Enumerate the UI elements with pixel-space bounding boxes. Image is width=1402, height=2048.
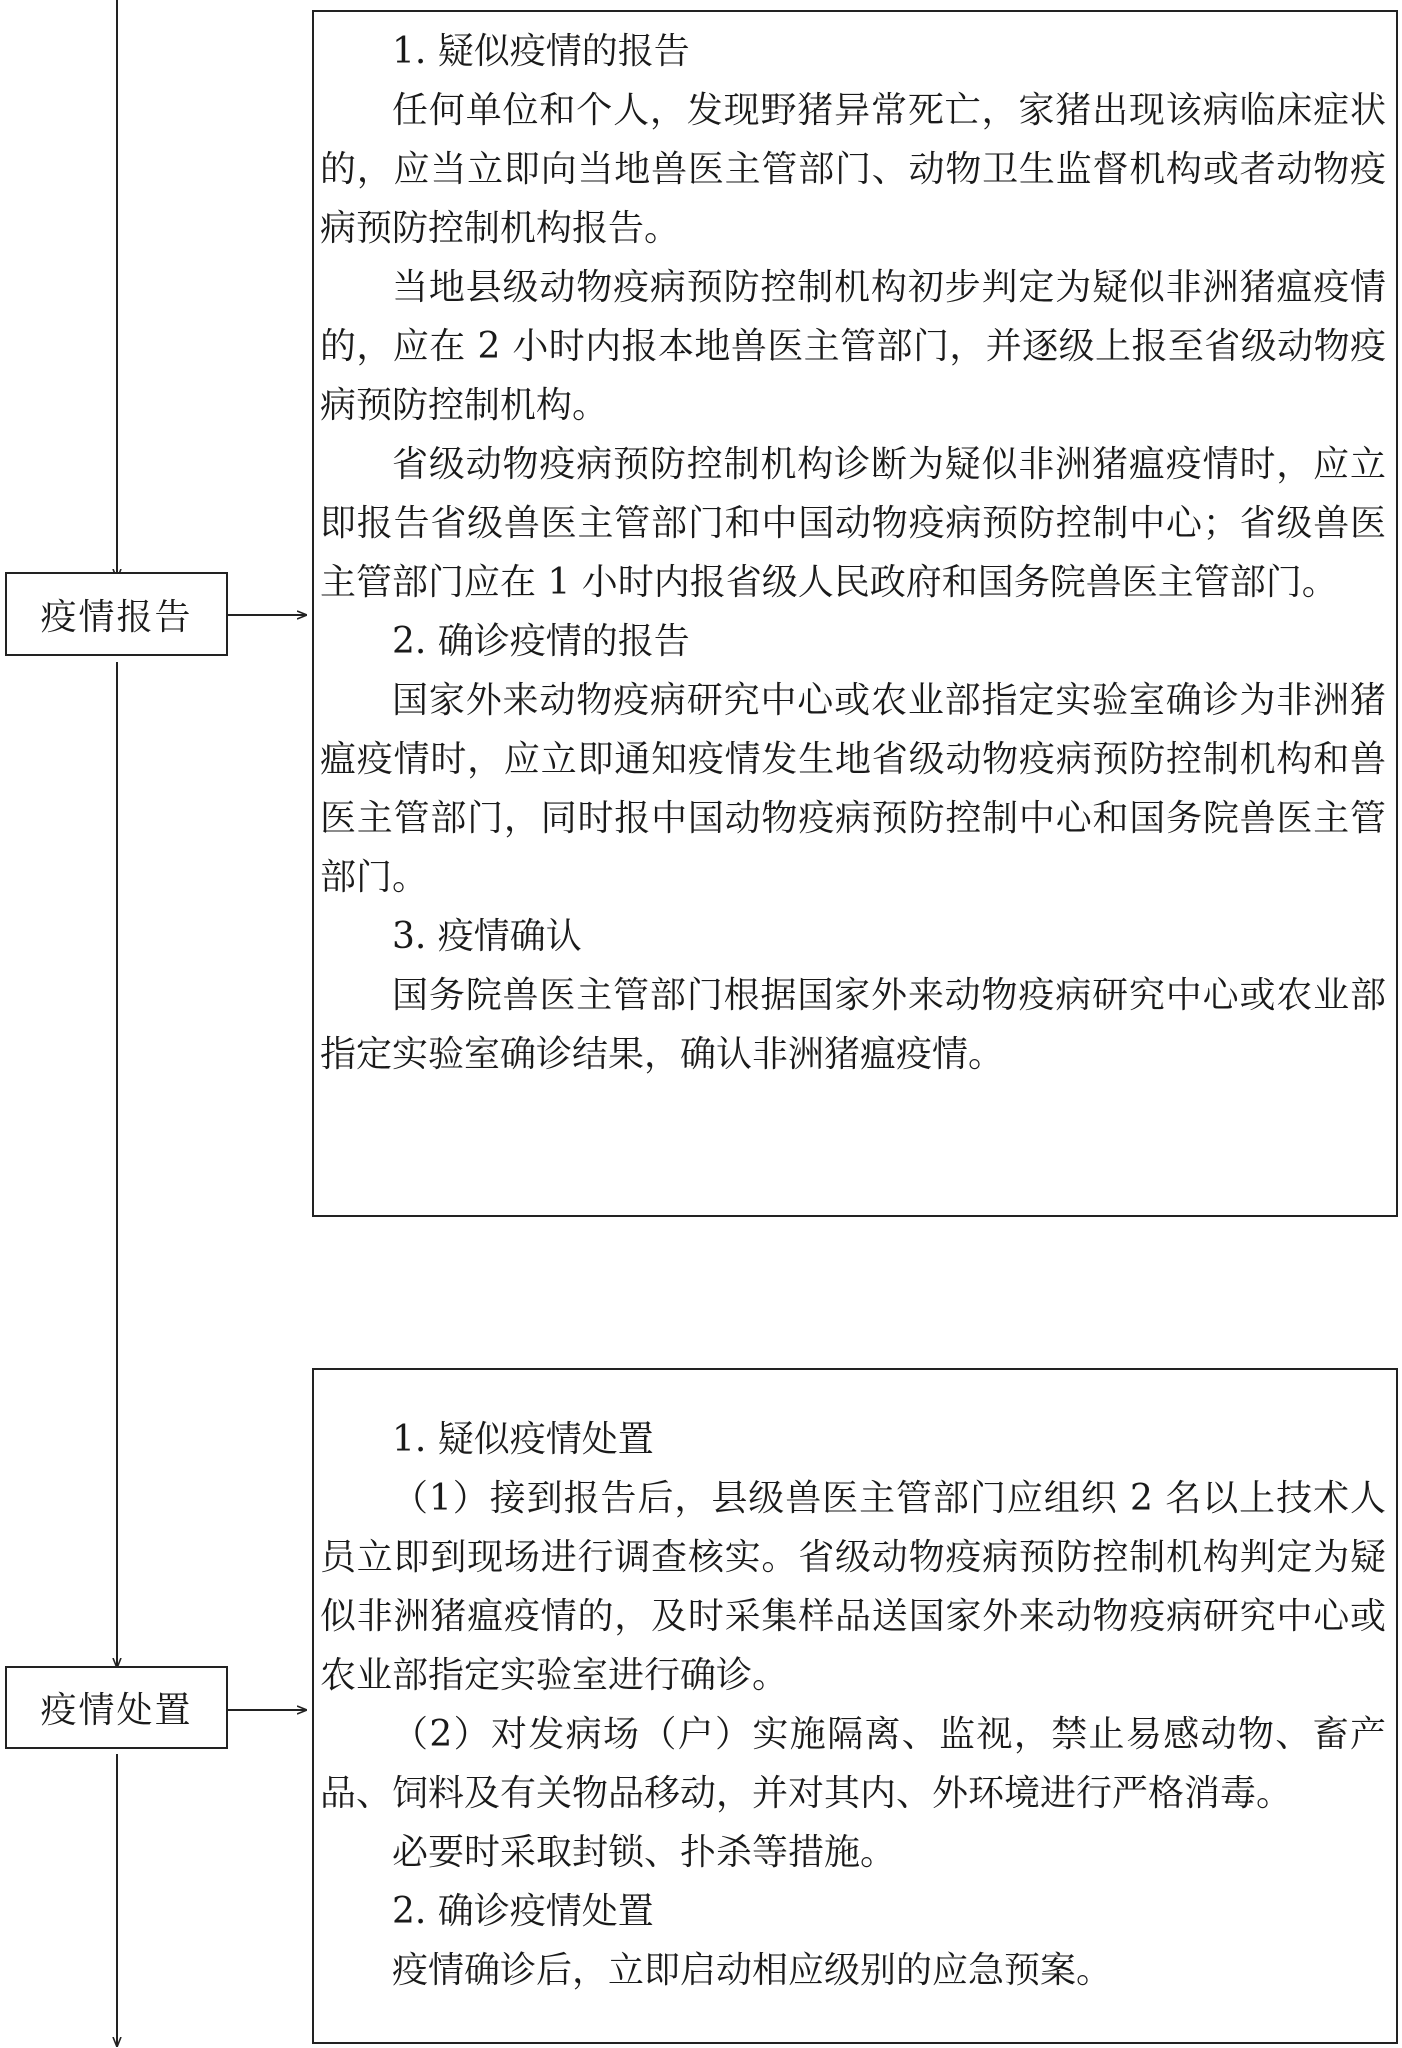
report-heading-3: 3. 疫情确认 bbox=[392, 916, 582, 957]
handling-detail-panel bbox=[312, 1368, 1398, 2044]
report-heading-1: 1. 疑似疫情的报告 bbox=[392, 31, 690, 72]
handling-paragraph: 疫情确诊后，立即启动相应级别的应急预案。 bbox=[392, 1950, 1113, 1991]
report-paragraph: 任何单位和个人，发现野猪异常死亡，家猪出现该病临床症状的，应当立即向当地兽医主管部门、动物卫生监督机构或者动物疫病预防控制机构报告。 bbox=[320, 90, 1386, 249]
handling-paragraph: （1）接到报告后，县级兽医主管部门应组织 2 名以上技术人员立即到现场进行调查核实。省级动物疫病预防控制机构判定为疑似非洲猪瘟疫情的，及时采集样品送国家外来动物疫病研究中心或农业部指定实验室进行确诊。 bbox=[320, 1478, 1386, 1696]
stage-box-report bbox=[5, 572, 228, 656]
stage-label-report: 疫情报告 bbox=[40, 596, 193, 638]
stage-box-handling bbox=[5, 1666, 228, 1749]
report-paragraph: 国家外来动物疫病研究中心或农业部指定实验室确诊为非洲猪瘟疫情时，应立即通知疫情发生地省级动物疫病预防控制机构和兽医主管部门，同时报中国动物疫病预防控制中心和国务院兽医主管部门。 bbox=[320, 680, 1386, 898]
report-detail-panel bbox=[312, 10, 1398, 1217]
handling-paragraph: 必要时采取封锁、扑杀等措施。 bbox=[392, 1832, 897, 1873]
handling-heading-1: 1. 疑似疫情处置 bbox=[392, 1419, 654, 1460]
report-paragraph: 当地县级动物疫病预防控制机构初步判定为疑似非洲猪瘟疫情的，应在 2 小时内报本地兽医主管部门，并逐级上报至省级动物疫病预防控制机构。 bbox=[320, 267, 1386, 426]
report-paragraph: 省级动物疫病预防控制机构诊断为疑似非洲猪瘟疫情时，应立即报告省级兽医主管部门和中国动物疫病预防控制中心；省级兽医主管部门应在 1 小时内报省级人民政府和国务院兽医主管部门。 bbox=[320, 444, 1386, 603]
stage-label-handling: 疫情处置 bbox=[40, 1690, 193, 1731]
handling-paragraph: （2）对发病场（户）实施隔离、监视，禁止易感动物、畜产品、饲料及有关物品移动，并对其内、外环境进行严格消毒。 bbox=[320, 1714, 1386, 1814]
report-paragraph: 国务院兽医主管部门根据国家外来动物疫病研究中心或农业部指定实验室确诊结果，确认非洲猪瘟疫情。 bbox=[320, 975, 1386, 1075]
handling-heading-2: 2. 确诊疫情处置 bbox=[392, 1891, 654, 1932]
report-heading-2: 2. 确诊疫情的报告 bbox=[392, 621, 690, 662]
handling-paragraphs bbox=[320, 1410, 1386, 2000]
report-paragraphs bbox=[320, 22, 1386, 1084]
